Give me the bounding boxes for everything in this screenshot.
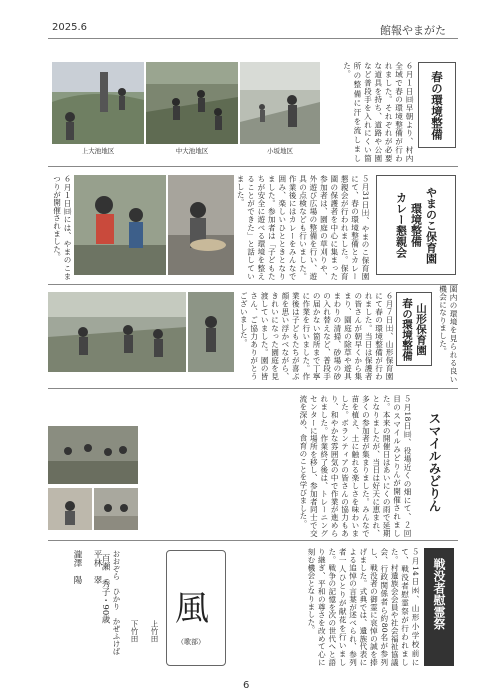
- yamagata-nursery-title: 山形保育園 春の環境整備: [396, 292, 432, 366]
- photo-yamanoko-1-image: [74, 175, 166, 275]
- photo-yamanoko-1: [74, 175, 166, 275]
- poem-author-1: 百瀬 秀子・90歳: [100, 553, 110, 624]
- photo-kosaka: [240, 62, 320, 144]
- yamanoko-body: ５月31日㈯、やまのこ保育園にて、春の環境整備とカレー懇親会が行われました。保育園の保護者を中心に集まった参加者は、園庭の草刈りや、外遊び広場の整備を行い、遊具の点検なども行いました。作業後にはカレーをみんなで囲み、楽しいひとときとなりました。参加者は「子どもたちが安全に遊べる環境を整えることができた」と話していました。: [236, 175, 370, 280]
- photo-kamioike-image: [52, 62, 144, 144]
- photo-smile-3-image: [94, 488, 138, 530]
- photo-smile-2-image: [48, 488, 92, 530]
- war-memorial-title-banner: [424, 548, 454, 666]
- photo-yamagata-2-image: [188, 292, 234, 372]
- poem-place-2: 上竹田: [150, 620, 159, 643]
- photo-yamanoko-2: [168, 175, 234, 275]
- war-memorial-body: ５月14日㈬、山形小学校前にて、戦没者慰霊祭が行われました。村遺族会会員や社会福祉協議会、行政関係者ら約80名が参列し、戦没者の御霊に哀悼の誠を捧げました。式典では、遺族代表による追悼の言葉が述べられ、参列者一人ひとりが献花を行いました。戦争の記憶を次の世代へと語り継ぎ、平和の尊さを改めて心に刻む機会となりました。: [306, 548, 420, 666]
- poem-title: 風: [175, 589, 209, 629]
- photo-yamanoko-2-image: [168, 175, 234, 275]
- poem-title-frame: [166, 550, 226, 666]
- spring-cleanup-body: ６月１日㈰早朝より、村内全域で春の環境整備が行われました。それぞれが必要な道具を持ち、道路や公園など普段手を入れにくい箇所の整備に汗を流しました。: [342, 62, 414, 162]
- caption-kamioike: 上大池地区: [81, 147, 115, 155]
- yamagata-nursery-body: ６月７日㈯、山形保育園にて春の環境整備が行われました。当日は保護者の皆さんが朝早くから集まり、園庭の除草や遊具まわりの清掃、砂場の砂の入れ替えなど、普段手の届かない箇所まで丁寧に作業を行いました。作業後は子どもたちが喜ぶ顔を思い浮かべながら、きれいになった園庭を見渡していました。園の皆さん、ご協力ありがとうございました。: [239, 292, 394, 380]
- photo-yamagata-2: [188, 292, 234, 372]
- photo-nakaoike-image: [146, 62, 238, 144]
- row4-rule: [48, 540, 458, 541]
- spring-cleanup-title: 春の環境整備: [418, 62, 456, 148]
- photo-smile-2: [48, 488, 92, 530]
- photo-smile-3: [94, 488, 138, 530]
- row3-rule: [48, 388, 458, 389]
- poem-author-2: 瀧澤 陽: [72, 550, 82, 584]
- poem-subtitle: （歌部）: [177, 638, 205, 646]
- page-number: 6: [243, 680, 250, 691]
- yamanoko-festival-note: ６月１日㈰には、やまのこまつりが開催されました。: [52, 175, 72, 280]
- photo-yamagata-1: [48, 292, 186, 372]
- poem-line-1: おおぞら ひかり かぜふけば: [112, 550, 121, 655]
- photo-smile-1-image: [48, 426, 138, 484]
- smile-midori-body: ５月18日㈰、役場近くの畑にて、２回目のスマイルみどりんが開催されました。本来の開催日はあいにくの雨で延期となりましたが、当日は好天に恵まれ、多くの参加者が集まりました。みんなで苗を植え、土に触れる楽しさを味わいました。ボランティアの皆さんの協力もあり、和やかな雰囲気の中で作業が進められました。作業終了後は、トレーニングセンターに場所を移し、参加者同士で交流を深め、食育のことを学びました。: [298, 395, 412, 537]
- smile-midori-title: スマイルみどりん: [414, 397, 454, 527]
- poem-author-3: 平林 翠: [92, 550, 102, 584]
- garden-note: 園内の環境を見られる良い機会になりました。: [438, 285, 458, 383]
- row2-rule: [48, 284, 458, 285]
- photo-kosaka-image: [240, 62, 320, 144]
- row1-rule: [48, 166, 458, 167]
- yamanoko-title: やまのこ保育園 環境整備 カレー懇親会: [376, 175, 456, 275]
- header-rule: [48, 38, 458, 39]
- issue-date: 2025.6: [52, 22, 87, 33]
- photo-yamagata-1-image: [48, 292, 186, 372]
- caption-kosaka: 小坂地区: [267, 147, 293, 155]
- photo-smile-1: [48, 426, 138, 484]
- war-memorial-title: 戦没者慰霊祭: [432, 558, 446, 630]
- poem-place-1: 下竹田: [130, 620, 139, 643]
- photo-kamioike: [52, 62, 144, 144]
- caption-nakaoike: 中大池地区: [175, 147, 209, 155]
- photo-nakaoike: [146, 62, 238, 144]
- newsletter-name: 館報やまがた: [380, 24, 446, 37]
